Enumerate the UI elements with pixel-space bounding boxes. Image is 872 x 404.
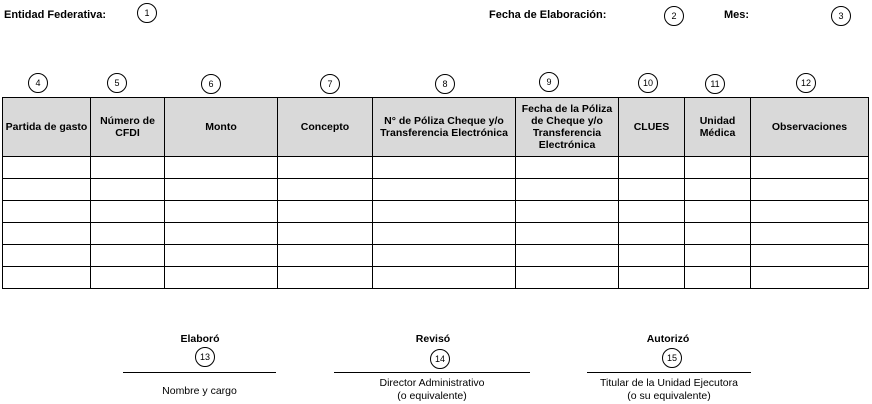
- table-cell: [278, 267, 373, 289]
- table-cell: [685, 245, 751, 267]
- col-header-concepto: Concepto: [278, 98, 373, 157]
- elaboro-caption: Nombre y cargo: [162, 385, 237, 397]
- table-row: [3, 223, 869, 245]
- table-cell: [619, 223, 685, 245]
- col-header-clues: CLUES: [619, 98, 685, 157]
- marker-13: 13: [195, 347, 215, 367]
- table-cell: [165, 267, 278, 289]
- mes-label: Mes:: [724, 9, 750, 21]
- table-row: [3, 157, 869, 179]
- table-cell: [91, 157, 165, 179]
- table-cell: [751, 179, 869, 201]
- table-cell: [3, 223, 91, 245]
- table-cell: [685, 267, 751, 289]
- marker-1: 1: [137, 3, 157, 23]
- table-cell: [278, 157, 373, 179]
- table-row: [3, 179, 869, 201]
- col-header-partida: Partida de gasto: [3, 98, 91, 157]
- table-cell: [3, 179, 91, 201]
- table-cell: [751, 201, 869, 223]
- reviso-caption-2: (o equivalente): [397, 390, 467, 402]
- table-cell: [278, 245, 373, 267]
- marker-2: 2: [664, 6, 684, 26]
- table-cell: [3, 201, 91, 223]
- table-cell: [373, 201, 516, 223]
- autorizo-signature-line: [587, 372, 751, 373]
- col-header-poliza: N° de Póliza Cheque y/o Transferencia Electrónica: [373, 98, 516, 157]
- marker-4: 4: [28, 73, 48, 93]
- col-header-monto: Monto: [165, 98, 278, 157]
- table-cell: [751, 223, 869, 245]
- table-cell: [3, 157, 91, 179]
- reviso-signature-line: [334, 372, 530, 373]
- expense-table: [2, 97, 869, 289]
- col-header-fecha-poliza: Fecha de la Póliza de Cheque y/o Transferencia Electrónica: [516, 98, 619, 157]
- table-cell: [91, 245, 165, 267]
- marker-12: 12: [796, 73, 816, 93]
- table-cell: [165, 245, 278, 267]
- table-cell: [373, 223, 516, 245]
- table-cell: [619, 201, 685, 223]
- col-header-cfdi: Número de CFDI: [91, 98, 165, 157]
- marker-14: 14: [430, 349, 450, 369]
- reviso-title: Revisó: [415, 333, 451, 345]
- table-cell: [685, 179, 751, 201]
- col-header-unidad-medica: Unidad Médica: [685, 98, 751, 157]
- marker-10: 10: [638, 73, 658, 93]
- table-cell: [516, 267, 619, 289]
- table-cell: [3, 245, 91, 267]
- table-header-row: [3, 98, 869, 157]
- marker-8: 8: [435, 74, 455, 94]
- table-cell: [165, 179, 278, 201]
- table-cell: [278, 223, 373, 245]
- table-cell: [516, 157, 619, 179]
- table-cell: [373, 245, 516, 267]
- elaboro-title: Elaboró: [180, 333, 220, 345]
- table-cell: [619, 179, 685, 201]
- table-cell: [751, 157, 869, 179]
- entidad-federativa-label: Entidad Federativa:: [4, 9, 107, 21]
- table-cell: [516, 201, 619, 223]
- fecha-elaboracion-label: Fecha de Elaboración:: [489, 9, 607, 21]
- table-cell: [165, 223, 278, 245]
- table-cell: [91, 179, 165, 201]
- table-cell: [516, 223, 619, 245]
- table-cell: [3, 267, 91, 289]
- marker-9: 9: [539, 72, 559, 92]
- table-row: [3, 201, 869, 223]
- table-cell: [619, 245, 685, 267]
- table-cell: [91, 267, 165, 289]
- table-cell: [751, 245, 869, 267]
- elaboro-signature-line: [123, 372, 276, 373]
- table-cell: [516, 179, 619, 201]
- reviso-caption-1: Director Administrativo: [379, 377, 485, 389]
- table-cell: [373, 157, 516, 179]
- table-row: [3, 267, 869, 289]
- col-header-observaciones: Observaciones: [751, 98, 869, 157]
- table-cell: [516, 245, 619, 267]
- marker-11: 11: [705, 74, 725, 94]
- marker-15: 15: [662, 348, 682, 368]
- table-cell: [278, 201, 373, 223]
- table-row: [3, 245, 869, 267]
- table-cell: [619, 267, 685, 289]
- marker-6: 6: [201, 74, 221, 94]
- table-cell: [165, 157, 278, 179]
- table-cell: [685, 223, 751, 245]
- table-cell: [91, 201, 165, 223]
- table-cell: [751, 267, 869, 289]
- table-cell: [91, 223, 165, 245]
- table-cell: [373, 179, 516, 201]
- marker-3: 3: [831, 6, 851, 26]
- marker-5: 5: [107, 73, 127, 93]
- table-cell: [165, 201, 278, 223]
- marker-7: 7: [320, 74, 340, 94]
- table-cell: [619, 157, 685, 179]
- autorizo-caption-1: Titular de la Unidad Ejecutora: [600, 377, 738, 389]
- table-cell: [373, 267, 516, 289]
- autorizo-caption-2: (o su equivalente): [627, 390, 711, 402]
- table-cell: [685, 157, 751, 179]
- table-cell: [278, 179, 373, 201]
- table-cell: [685, 201, 751, 223]
- autorizo-title: Autorizó: [646, 333, 690, 345]
